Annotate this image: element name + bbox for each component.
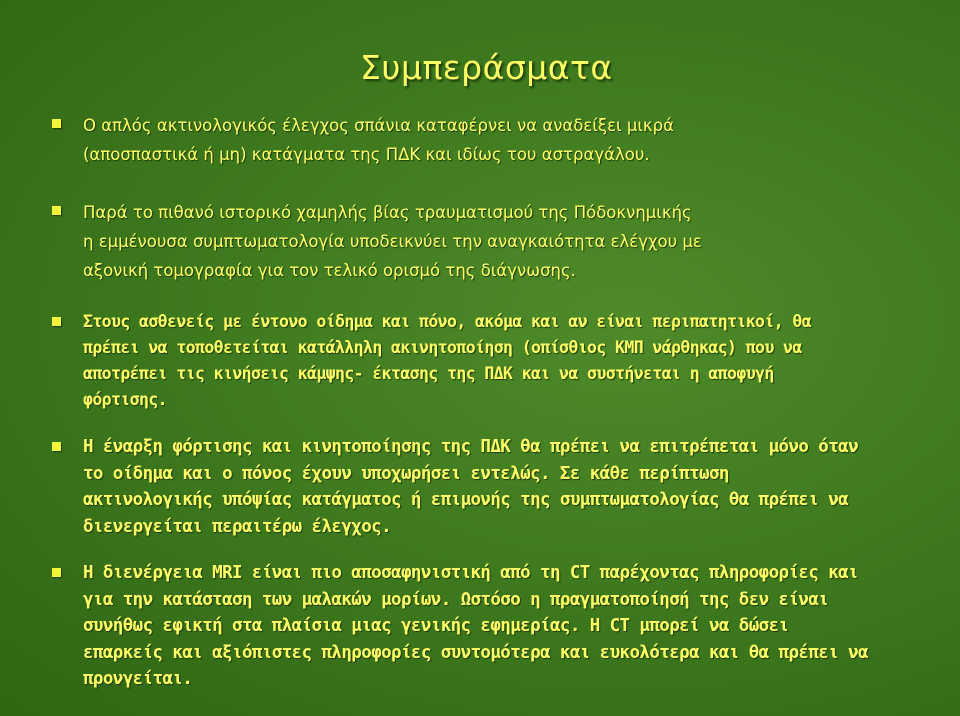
bullet-text: Η διενέργεια MRI είναι πιο αποσαφηνιστική από τη CT παρέχοντας πληροφορίες και για την κατάσταση των μαλακών μορίων. Ωστόσο η πραγματοποίησή της δεν είναι συνήθως εφικτή στα πλαίσια μιας γενικής εφημερίας. Η CT μπορεί να δώσει επαρκείς και αξιόπιστες πληροφορίες συντομότερα και ευκολότερα και θα πρέπει να προνγείται. bbox=[83, 563, 868, 689]
square-bullet-icon bbox=[52, 206, 61, 215]
slide-title: Συμπεράσματα bbox=[360, 48, 613, 87]
bullet-text: Παρά το πιθανό ιστορικό χαμηλής βίας τραυματισμού της Πόδοκνημικής η εμμένουσα συμπτωματολογία υποδεικνύει την αναγκαιότητα ελέγχου με αξονική τομογραφία για τον τελικό ορισμό της διάγνωσης. bbox=[83, 203, 702, 280]
square-bullet-icon bbox=[52, 317, 61, 326]
bullet-text: Η έναρξη φόρτισης και κινητοποίησης της ΠΔΚ θα πρέπει να επιτρέπεται μόνο όταν το οίδημα και ο πόνος έχουν υποχωρήσει εντελώς. Σε κάθε περίπτωση ακτινολογικής υπόψίας κατάγματος ή επιμονής της συμπτωματολογίας θα πρέπει να διενεργείται περαιτέρω έλεγχος. bbox=[83, 437, 858, 537]
bullet-text: Στους ασθενείς με έντονο οίδημα και πόνο, ακόμα και αν είναι περιπατητικοί, θα πρέπει να τοποθετείται κατάλληλη ακινητοποίηση (οπίσθιος ΚΜΠ νάρθηκας) που να αποτρέπει τις κινήσεις κάμψης- έκτασης της ΠΔΚ και να συστήνεται η αποφυγή φόρτισης. bbox=[83, 312, 812, 409]
square-bullet-icon bbox=[52, 442, 61, 451]
square-bullet-icon bbox=[52, 568, 61, 577]
square-bullet-icon bbox=[52, 119, 61, 128]
bullet-text: Ο απλός ακτινολογικός έλεγχος σπάνια καταφέρνει να αναδείξει μικρά (αποσπαστικά ή μη) κατάγματα της ΠΔΚ και ιδίως του αστραγάλου. bbox=[83, 116, 674, 164]
